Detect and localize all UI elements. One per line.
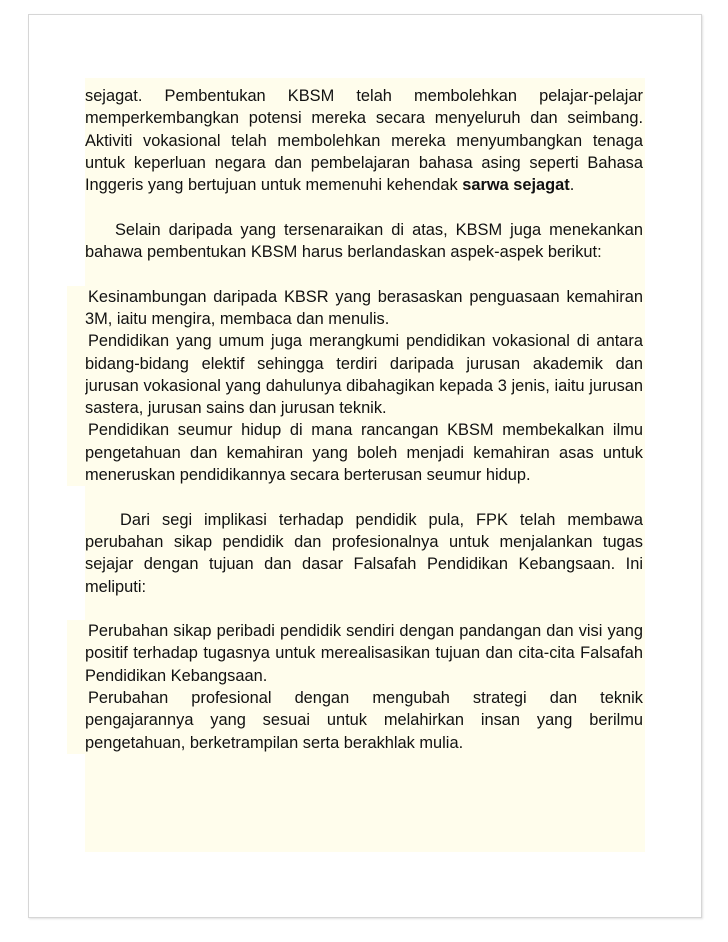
paragraph-2: Selain daripada yang tersenaraikan di atas, KBSM juga menekankan bahawa pembentukan KBSM harus berlandaskan aspek-aspek berikut: [85, 220, 643, 262]
list-item: Pendidikan yang umum juga merangkumi pendidikan vokasional di antara bidang-bidang elektif sehingga terdiri daripada jurusan akademik dan jurusan vokasional yang dahulunya dibahagikan kepada 3 jenis, iaitu jurusan sastera, jurusan sains dan jurusan teknik. [85, 332, 643, 418]
list-item: Pendidikan seumur hidup di mana rancangan KBSM membekalkan ilmu pengetahuan dan kemahiran yang boleh menjadi kemahiran asas untuk meneruskan pendidikannya secara berterusan seumur hidup. [85, 421, 643, 485]
list-item: Perubahan profesional dengan mengubah strategi dan teknik pengajarannya yang sesuai untuk melahirkan insan yang berilmu pengetahuan, berketrampilan serta berakhlak mulia. [85, 689, 643, 752]
spacer [85, 486, 643, 508]
paragraph-1 [85, 85, 643, 196]
spacer [85, 196, 643, 218]
list-2 [85, 620, 643, 754]
paragraph-1-bold: sarwa sejagat [462, 176, 570, 195]
list-item: Perubahan sikap peribadi pendidik sendiri dengan pandangan dan visi yang positif terhadap tugasnya untuk merealisasikan tujuan dan cita-cita Falsafah Pendidikan Kebangsaan. [85, 622, 643, 685]
list-item: Kesinambungan daripada KBSR yang berasaskan penguasaan kemahiran 3M, iaitu mengira, membaca dan menulis. [85, 287, 643, 328]
spacer [85, 263, 643, 285]
document-body [85, 85, 643, 754]
list-1 [85, 286, 643, 487]
spacer [85, 598, 643, 620]
paragraph-3: Dari segi implikasi terhadap pendidik pula, FPK telah membawa perubahan sikap pendidik dan profesionalnya untuk menjalankan tugas sejajar dengan tujuan dan dasar Falsafah Pendidikan Kebangsaan. Ini meliputi: [85, 510, 643, 596]
paragraph-1-text: sejagat. Pembentukan KBSM telah membolehkan pelajar-pelajar memperkembangkan potensi mereka secara menyeluruh dan seimbang. Aktiviti vokasional telah membolehkan mereka menyumbangkan tenaga untuk keperluan negara dan pembelajaran bahasa asing seperti Bahasa Inggeris yang bertujuan untuk memenuhi kehendak [85, 87, 643, 195]
paragraph-1-end: . [569, 176, 575, 195]
